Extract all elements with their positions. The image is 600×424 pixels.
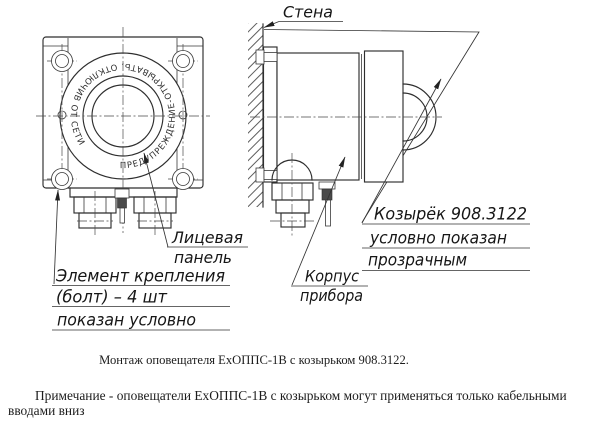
device-body-side — [277, 53, 359, 180]
mounting-label-line1: Элемент крепления — [55, 266, 225, 287]
front-panel-label-line2: панель — [174, 248, 232, 267]
mounting-label-line3: показан условно — [57, 310, 196, 331]
visor-label-line2: условно показан — [369, 228, 507, 249]
center-screw-front — [115, 189, 129, 223]
note-line2: вводами вниз — [8, 403, 85, 418]
figure-caption: Монтаж оповещателя ЕхОППС-1В с козырьком 908.3122. — [99, 353, 409, 367]
warning-ring-text: ПРЕДУПРЕЖДЕНИЕ-ОТКРЫВАТЬ, ОТКЛЮЧИВ ОТ СЕТИ — [67, 60, 179, 172]
flange-side — [264, 47, 278, 182]
body-label-line1: Корпус — [305, 266, 360, 286]
front-panel-label-line1: Лицевая — [171, 228, 244, 247]
visor-label-line3: прозрачным — [368, 250, 468, 271]
center-screw-side — [319, 182, 335, 226]
wall-label: Стена — [283, 2, 333, 22]
body-label-line2: прибора — [300, 286, 363, 305]
mounting-label-line2: (болт) – 4 шт — [56, 287, 169, 308]
note-line1: Примечание - оповещатели ЕхОППС-1В с козырьком могут применяться только кабельными — [35, 388, 567, 403]
visor-label-line1: Козырёк 908.3122 — [374, 204, 527, 225]
figure-note — [8, 388, 586, 418]
front-cover-side — [365, 51, 404, 182]
front-view — [36, 27, 210, 236]
wall-leader — [264, 22, 279, 28]
